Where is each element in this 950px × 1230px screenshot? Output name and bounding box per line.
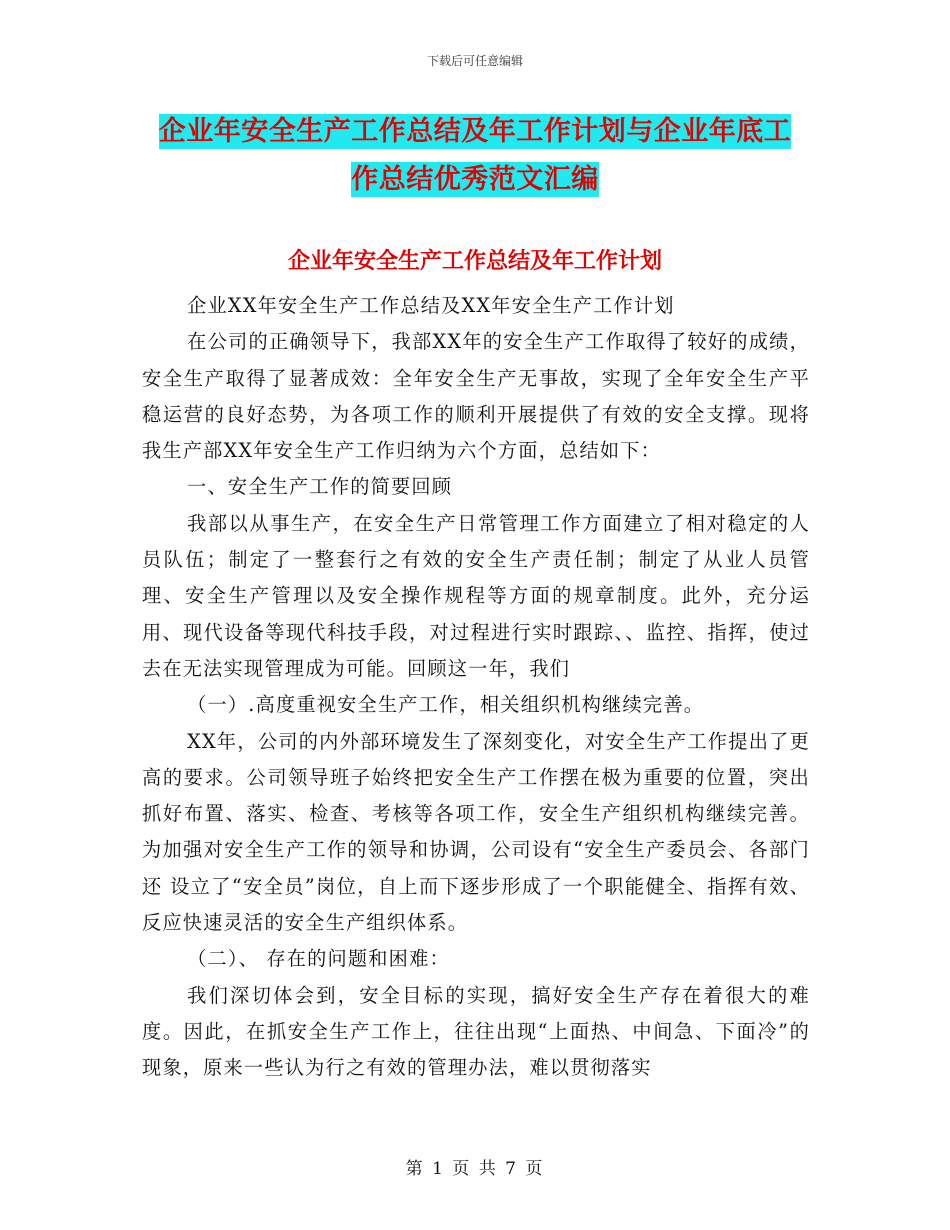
section-title: 企业年安全生产工作总结及年工作计划	[287, 249, 662, 274]
paragraph: （一）.高度重视安全生产工作，相关组织机构继续完善。	[187, 693, 705, 717]
paragraph: 企业XX年安全生产工作总结及XX年安全生产工作计划	[187, 294, 675, 317]
header-note: 下载后可任意编辑	[426, 54, 523, 68]
title-line-2: 作总结优秀范文汇编	[351, 164, 599, 195]
paragraph: 一、安全生产工作的简要回顾	[187, 475, 453, 499]
paragraph: XX年，公司的内外部环境发生了深刻变化，对安全生产工作提出了更高的要求。公司领导班子始终把安全生产工作摆在极为重要的位置，突出抓好布置、落实、检查、考核等各项工作，安全生产组织机构继续完善。为加强对安全生产工作的领导和协调，公司设有“安全生产委员会、各部门还 设立了“安全员”岗位，自上而下逐步形成了一个职能健全、指挥有效、反应快速灵活的安全生产组织体系。	[142, 729, 810, 935]
document-title	[150, 108, 800, 204]
body-text	[142, 288, 810, 1087]
page-number: 第 1 页 共 7 页	[405, 1159, 545, 1179]
title-line-1: 企业年安全生产工作总结及年工作计划与企业年底工	[158, 116, 792, 147]
paragraph: （二）、 存在的问题和困难：	[187, 947, 450, 971]
paragraph: 我们深切体会到，安全目标的实现，搞好安全生产存在着很大的难度。因此，在抓安全生产工作上，往往出现“上面热、中间急、下面冷”的现象，原来一些认为行之有效的管理办法，难以贯彻落实	[142, 983, 810, 1080]
paragraph: 在公司的正确领导下，我部XX年的安全生产工作取得了较好的成绩，安全生产取得了显著成效：全年安全生产无事故，实现了全年安全生产平稳运营的良好态势，为各项工作的顺利开展提供了有效的安全支撑。现将我生产部XX年安全生产工作归纳为六个方面，总结如下：	[142, 330, 810, 463]
paragraph: 我部以从事生产，在安全生产日常管理工作方面建立了相对稳定的人员队伍；制定了一整套行之有效的安全生产责任制；制定了从业人员管理、安全生产管理以及安全操作规程等方面的规章制度。此外，充分运用、现代设备等现代科技手段，对过程进行实时跟踪、、监控、指挥，使过去在无法实现管理成为可能。回顾这一年，我们	[142, 511, 810, 680]
